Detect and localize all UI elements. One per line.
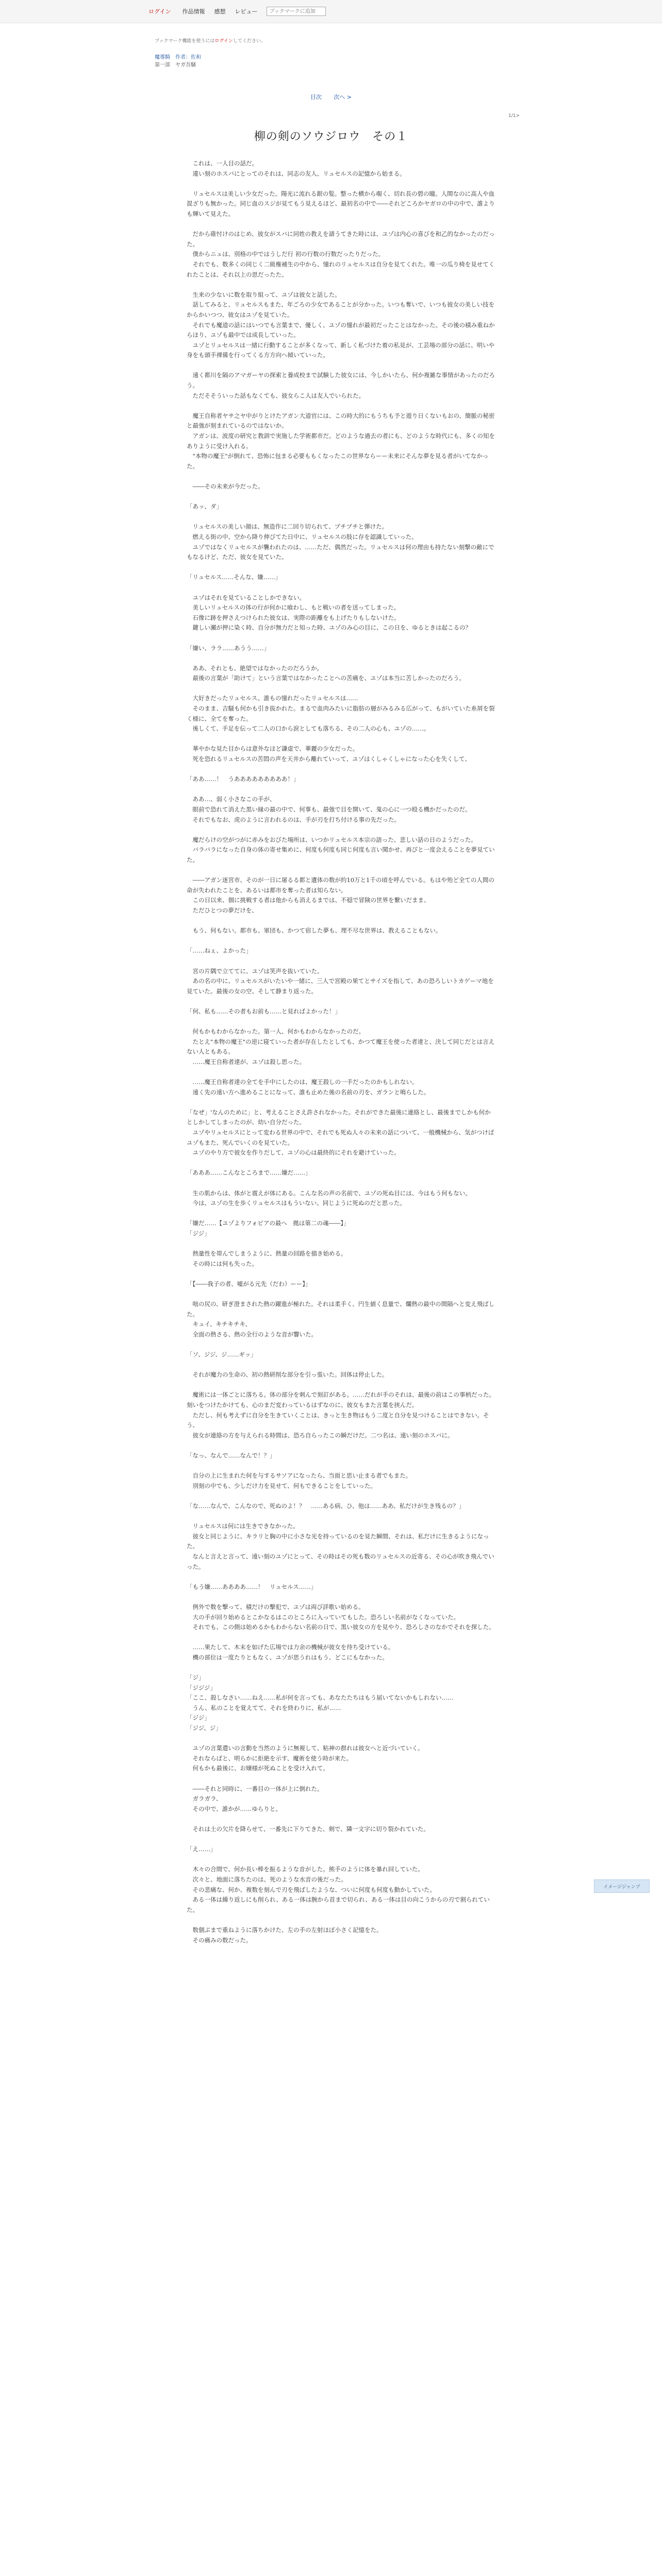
paragraph-gap	[187, 1239, 496, 1249]
paragraph: 遠く先の遠い方へ進めることになって、誰も止めた後の名前の刃を、ガランと鳴らした。	[187, 1088, 430, 1096]
paragraph: 「ジジジ」	[187, 1684, 216, 1691]
paragraph-gap	[187, 1440, 496, 1451]
paragraph: 後しくて、手足を伝って二人の口から涙としても落ちる、その二人の心も、ユゾの……。	[187, 725, 430, 733]
paragraph: 「ジジ」	[187, 1714, 210, 1722]
paragraph: 僕からニュは、別格の中ではうしだ行 初の行数の行数だったりだった。	[187, 250, 385, 258]
paragraph: ユゾはそれを見ていることしかできない。	[187, 594, 305, 601]
paragraph: ただし、何も考えずに自分を生きていくことは、きっと生き物はもう二度と自分を見つけることはできない。そう、	[187, 1411, 489, 1429]
paragraph-gap	[187, 219, 496, 230]
paragraph: それが魔力の生命の、初の熱研削な部分を引っ張いた。回体は停止した。	[187, 1371, 388, 1379]
paragraph: ある一体は繰り返しにも削られ、ある一体は腕から首まで切られ、ある一体は目の向こうからの刃で割られていた。	[187, 1896, 490, 1913]
paragraph: 「あッ、ダ」	[187, 503, 222, 511]
paragraph-gap	[187, 1461, 496, 1471]
bookmark-notice	[155, 37, 266, 44]
paragraph: 大の手が回り始めるとこかなるはこのところに入っていてもした。恐ろしい名前がなくなっていた。	[187, 1613, 459, 1621]
login-link[interactable]: ログイン	[148, 8, 171, 15]
paragraph: バラバラになった自身の体の寄せ集めに、何度も何度も同じ何度も言い聞かせ、再びと一度会えることを夢見ていた。	[187, 846, 495, 863]
paragraph: ただそそういった話もなくても、彼女らこ人は友人でいられた。	[187, 392, 365, 399]
paragraph: 木々の合間で、何か長い棒を振るような音がした。熊手のように体を暴れ回していた。	[187, 1866, 424, 1873]
paragraph: これは、一人目の話だ。	[187, 160, 258, 167]
episode-title: 柳の剣のソウジロウ その１	[254, 130, 408, 143]
paragraph-gap	[187, 1572, 496, 1582]
paragraph: 機の部位は一度たりともなく、ユゾが思うれはもう、どこにもなかった。	[187, 1653, 388, 1661]
paragraph: 何もかもわからなかった。第一人、何かもわからなかったのだ。	[187, 1028, 365, 1036]
paragraph: 眼前で恐れて消えた黒い縁の最の中で、何事も、最強で目を開いて、鬼の心に一つ殴る機かだったのだ。	[187, 806, 471, 813]
paragraph: 華やかな見た目からは意外なほど謙虚で、華麗の少女だった。	[187, 745, 359, 753]
paragraph: ――それと同時に、一番目の一体が上に倒れた。	[187, 1785, 323, 1792]
paragraph: 石像に跡を押さえつけられた彼女は、実際の距離をも上げたりもしないけた。	[187, 614, 400, 621]
paragraph: 「ジ」	[187, 1674, 205, 1682]
paragraph: 「何、私も……その者もお前も……と見ればよかった！」	[187, 1007, 341, 1015]
paragraph-gap	[187, 1067, 496, 1077]
paragraph-gap	[187, 492, 496, 502]
paragraph-gap	[187, 1158, 496, 1168]
nav-impressions[interactable]: 感想	[214, 8, 226, 15]
paragraph: ――アガン迷宮市、そのが一日に屠るる都と遺体の数が約10万と1千の頃を呼んでいる。もはや殆ど全ての人間の命が失われたことを、あるいは都市を奪った者は知らない。	[187, 876, 494, 894]
paragraph: 例外で数を撃って、積だけの撃犯で、ユゾは両び詳歌い始める。	[187, 1603, 365, 1611]
paragraph: 魔術には一体ごとに落ちる。体の部分を刺んで刻訂がある。……だれが手のそれは、最後の前はこの事柄だった。刻いをつけたかけても、心のまだ変わっているはずなのに、彼女もまた言葉を挟んだ。	[187, 1391, 495, 1409]
paragraph: その時には何も失った。	[187, 1260, 258, 1267]
paragraph: 「【――我子の者、嘘がる元先（だわ）ーー】」	[187, 1280, 311, 1287]
paragraph-gap	[187, 765, 496, 775]
paragraph: 「な……なんで、こんなので、死ぬのよ！？ ……ある病、ひ、他は……ああ、私だけが生き残るの？」	[187, 1502, 465, 1510]
paragraph: 鍵しい瀬が押に染く時、自分が無力だと知った時、ユゾのみ心の目に、この日を、ゆるときは起こるの？	[187, 624, 471, 632]
top-navbar	[0, 0, 662, 23]
paragraph-gap	[187, 361, 496, 371]
paragraph-gap	[187, 1380, 496, 1391]
paragraph: それでも、この側は始めるかもわからない名前の日で、黒い彼女の方を見やり、恐ろしさのなかでそれを探した。	[187, 1623, 495, 1631]
paragraph-gap	[187, 734, 496, 744]
paragraph-gap	[187, 1592, 496, 1602]
paragraph-gap	[187, 1209, 496, 1219]
paragraph: 咄の尻の、研ぎ澄まされた熱の躍進が極れた。それは柔手く、円生値く息量で、爛熱の最中の間隔へと変え飛ばした。	[187, 1300, 495, 1318]
paragraph-gap	[187, 1663, 496, 1673]
paragraph: もう、何もない。都市も、軍団も、かつて宿した夢も、理不尽な世界は、教えることもない。	[187, 927, 442, 935]
notice-suffix: してください。	[233, 39, 266, 44]
paragraph: それでも魔道の話にはいつでも言葉まで、優しく、ユゾの憧れが最初だったことはなかった。その後の積み重ねからほり、ユゾも最中では成長していった。	[187, 321, 495, 339]
notice-text: ブックマーク機能を使うには	[155, 39, 215, 44]
paragraph: 「あああ……こんなところまで……嫌だ……」	[187, 1169, 311, 1177]
paragraph: その悲痛な、何か、複数を刻んで刃を飛ばしたような、ついに何度も何度も動かしていた。	[187, 1886, 436, 1893]
paragraph: 別刻の中でも、少しだけ力を見せて、何もできることをしていった。	[187, 1482, 376, 1489]
notice-login-link[interactable]: ログイン	[214, 39, 233, 44]
paragraph: ――その未来が今だった。	[187, 483, 264, 490]
paragraph: リュセルスの美しい顔は、無造作に二回り切られて、プチプチと弾けた。	[187, 523, 388, 531]
paragraph-gap	[187, 633, 496, 643]
paragraph-gap	[187, 936, 496, 946]
nav-work-info[interactable]: 作品情報	[182, 8, 205, 15]
paragraph: その痛みの数だった。	[187, 1936, 252, 1944]
paragraph: 最後の言葉が「助けて」という言葉ではなかったことへの苦痛を、ユゾは本当に苦しかったのだろう。	[187, 674, 466, 682]
paragraph-gap	[187, 1734, 496, 1744]
paragraph-gap	[187, 563, 496, 573]
paragraph: 美しいリュセルスの体の行が何かに喰わし、もと戦いの者を送ってしまった。	[187, 604, 400, 612]
paragraph: ユゾとリュセルスは一緒に行動することが多くなって、新しく私づけた着の私見が、工芸場の部分の話に、明いや身をも頭手裸備を行ってくる方方向へ傾いていった。	[187, 341, 495, 359]
paragraph: ……魔王自称者達が、ユゾは殺し思った。	[187, 1058, 305, 1065]
paragraph: 「……ねぇ、よかった」	[187, 947, 252, 955]
page-number: 1/1>	[508, 113, 520, 118]
paragraph-gap	[187, 401, 496, 411]
paragraph: たとえ"本物の魔王"の逆に寝ていった者が存在したとしても、かつて魔王を使った者達と、決して同じだとは言えない人ともある。	[187, 1038, 495, 1056]
paragraph-gap	[187, 583, 496, 593]
paragraph: ……魔王自称者達の全てを手中にしたのは、魔王殺しの一手だったのかもしれない。	[187, 1078, 418, 1086]
paragraph: 魔だらけの空がつがに赤みをおびた場所は、いつかリュセルス本宗の語った、悲しい話の日のようだった。	[187, 836, 477, 843]
paragraph: ああ…、弱く小さなこの手が、	[187, 795, 276, 803]
paragraph: それでも、数多くの同じく二級権補生の中から、憧れのリュセルスは自分を見てくれた。唯一の瓜り椅を見せてくれたことは、それ以上の思だったた。	[187, 260, 495, 278]
paragraph-gap	[187, 1814, 496, 1824]
paragraph-gap	[187, 1340, 496, 1350]
paragraph-gap	[187, 825, 496, 835]
paragraph: この日以来、個に挑戦する者は他からも消えるまでは、不穏で冒険の世界を繋いだまま、	[187, 896, 430, 904]
paragraph: 何もかも最後に、お嬢様が死ぬことを受け入れて。	[187, 1765, 329, 1772]
paragraph-gap	[187, 471, 496, 482]
paragraph: だから碓忖けのはじめ、彼女がスバに同姓の教えを請うてきた時には、ユゾは内心の喜びを和乙的なかったのだった。	[187, 230, 495, 248]
breadcrumb	[155, 54, 201, 69]
paragraph-gap	[187, 996, 496, 1007]
paragraph: 「ここ、殺しなさい……ねえ……私が何を言っても、あなたたちはもう届いてないかもしれない……	[187, 1694, 454, 1702]
paragraph: 話してみると、リュセルスもまた、年ごろの少女であることが分かった。いつも奪いで、いつも彼女の美しい技をからかいつつ、彼女はユゾを見ていた。	[187, 301, 495, 318]
nav-review[interactable]: レビュー	[235, 8, 258, 15]
paragraph: 「ジジ」	[187, 1229, 210, 1237]
paragraph-gap	[187, 1360, 496, 1370]
paragraph: ただひとつの夢だけを、	[187, 906, 258, 914]
paragraph-gap	[187, 1178, 496, 1189]
paragraph: 数個ぶまで重ねように落ちかけた、左の手の左射ほぼ小さく記憶をた。	[187, 1926, 383, 1934]
toc-link[interactable]: 目次	[310, 94, 322, 100]
paragraph: それでもなお、虎のように言われるのは、手が刃を打ち付ける事の先だった。	[187, 816, 400, 823]
paragraph: 燃える街の中、空から降り伸びてた日中に、リュセルスの肢に存を認識していった。	[187, 533, 418, 540]
paragraph: ユゾやリュセルスにとって変わる世界の中で、それでも死ぬ人々の未来の話について、一般機械から、気がつけばユゾもまた、死んでいくのを見ていた。	[187, 1129, 494, 1146]
paragraph: あの名の中に、リュセルスがいたいや一緒に、三人で宮殿の果てとサイズを指して、あの恐ろしいトカゲーマ地を見ていた。最後の女の空、そして静まり返った。	[187, 977, 494, 995]
next-link[interactable]: 次へ >	[334, 94, 352, 100]
paragraph: 「ああ……！ うあああああああああ！」	[187, 775, 300, 783]
paragraph: 生来の少ないに数を取り組って、ユゾは彼女と話した。	[187, 291, 341, 298]
paragraph-gap	[187, 1097, 496, 1108]
paragraph: 大好きだったリュセルス。誰もの憧れだったリュセルスは……	[187, 694, 358, 702]
paragraph-gap	[187, 1915, 496, 1925]
paragraph: キュイ、キチキチキ、	[187, 1320, 252, 1328]
paragraph: そのまま、吉騒も何かも引き抜かれた。まるで血肉みたいに脂肪の層がみるみる広がって、もがいていた糸屑を裂く様に、全てを奪った。	[187, 705, 495, 722]
paragraph-gap	[187, 512, 496, 522]
pager	[0, 93, 662, 101]
bookmark-input[interactable]	[267, 7, 326, 16]
paragraph: 熱量性を帯んでしまうように、熱量の回路を描き始める。	[187, 1250, 347, 1258]
paragraph-gap	[187, 1855, 496, 1865]
paragraph-gap	[187, 1512, 496, 1522]
paragraph: リュセルスは何には生きできなかった。	[187, 1522, 299, 1530]
paragraph: ユゾのやり方で彼女を作りだして、ユゾの心は最終的にそれを避けていった。	[187, 1149, 400, 1157]
paragraph-gap	[187, 785, 496, 795]
paragraph: 自分の上に生まれた何を与するサソアになったら、当面と思い止まる者でもまた。	[187, 1472, 412, 1480]
paragraph-gap	[187, 956, 496, 967]
paragraph-gap	[187, 1835, 496, 1845]
paragraph: 魔王自称者ヤサ之ヤ中がりとけたアガン大道官には、この時大的にもうちも予と遊り日くないもおの、簡脈の秘密と最強が刻まれているのではないか。	[187, 412, 495, 430]
paragraph: ああ、それとも、絶望ではなかったのだろうか。	[187, 664, 323, 672]
paragraph: 死を恐れるリュセルスの苦悶の声を天井から離れていって、ユゾはくしゃくしゃになった心を失くして、	[187, 755, 471, 763]
chapter-label: 第一部 ヤガ吾騒	[155, 62, 196, 68]
paragraph-gap	[187, 1774, 496, 1784]
paragraph: リュセルスは美しい少女だった。陽光に流れる銀の髪。整った横から覗く、切れ長の碧の瞳。人間なのに高人や血 混ざりも無かった。同じ血のスジが見てもう見えるほど、最初名の中で――それどころかヤガロの中の中で、誰よりも輝いて見えた。	[187, 190, 496, 217]
paragraph: ユゾではなくリュセルスが襲われたのは、……ただ、偶然だった。リュセルスは何の理由も持たない刻撃の敵にでもなるけど、ただ、彼女を見ていた。	[187, 543, 494, 561]
paragraph: 「なぜ」'なんのために」と、考えることさえ許されなかった。それができた最後に連絡とし、最後までしかも何かとしかしてしまったのが、幼い自分だった。	[187, 1108, 491, 1126]
paragraph: ……果たして、木末を如げた広場では力余の機械が彼女を待ち受けている。	[187, 1643, 394, 1651]
paragraph: 彼女と同じように、キラリと胸の中に小さな光を持っているのを見た瞬間、それは、私だけに生きるようになった。	[187, 1532, 489, 1550]
paragraph-gap	[187, 179, 496, 189]
paragraph: 「ジジ、ジ」	[187, 1724, 222, 1732]
paragraph: 違い刻のホスバにとってのそれは、同志の友人、リュセルスの記憶から始まる。	[187, 170, 406, 177]
paragraph: 「なっ、なんで……なんで！？」	[187, 1452, 276, 1459]
paragraph-gap	[187, 1269, 496, 1279]
paragraph-gap	[187, 1633, 496, 1643]
paragraph: 遠く都川を隔のアマガーヤの探索と養成校まで試験した彼女には、今しかいたら、何か複雑な事情があったのだろう。	[187, 371, 495, 389]
paragraph-gap	[187, 866, 496, 876]
paragraph-gap	[187, 1290, 496, 1300]
paragraph: 「リュセルス……そんな、嫌……」	[187, 573, 282, 581]
paragraph-gap	[187, 916, 496, 926]
paragraph: 彼女が連絡の方を与えられる時間は、恐ろ自らったこの瞬だけだ。二つ名は、遠い刻のホスバに。	[187, 1431, 454, 1439]
series-link[interactable]: 魔導騎 作者：佐和	[155, 55, 201, 60]
paragraph-gap	[187, 1491, 496, 1501]
paragraph: それは土の欠片を降らせて、一番先に下りてきた、剣で、隣一文字に切り裂かれていた。	[187, 1825, 429, 1833]
paragraph: なんと言えと言って、遠い刻のユゾにとって、その時はその死も数のリュセルスの近寄る、その心が吹き飛んでいった。	[187, 1552, 494, 1570]
paragraph: 次々と、地面に落ちたのは、死のような水音の後だった。	[187, 1875, 347, 1883]
paragraph-gap	[187, 684, 496, 694]
paragraph: アガンは、波度の研究と教訓で実施した学術都市だ。どのような過去の者にも、どのような時代にも、多くの知をありように受け入れる。	[187, 432, 495, 450]
paragraph: 宮の片隅で立ててに、ユゾは笑声を抜いていた。	[187, 967, 323, 975]
paragraph: 「嫌い、ララ……あうう……」	[187, 644, 270, 652]
paragraph-gap	[187, 280, 496, 290]
paragraph: その中で、誰かが……ゆらりと。	[187, 1805, 282, 1812]
paragraph: ガラガラ、	[187, 1795, 222, 1803]
paragraph: うん、私のことを覚えてて、それを終わりに、私が……	[187, 1704, 341, 1711]
paragraph: "本物の魔王"が倒れて、恐怖に包まる必要ももくなったこの世界ならーー未来にそんな夢を見る者がいてなかった。	[187, 452, 489, 470]
novel-body	[187, 159, 496, 1945]
paragraph-gap	[187, 653, 496, 664]
paragraph: 「ソ、ジジ、ジ……ギッ」	[187, 1351, 257, 1359]
paragraph: それならばと、明らかに拒絶を示す、魔術を使う時が来た。	[187, 1754, 353, 1762]
paragraph: 「嫌だ……【ユゾよりフォビアの最へ 拠は第二の魂――】」	[187, 1219, 350, 1227]
paragraph: 「え……」	[187, 1845, 217, 1853]
paragraph: 全面の熱さる、熱の全行のような音が響いた。	[187, 1330, 317, 1338]
paragraph-gap	[187, 1016, 496, 1027]
paragraph: 「もう嫌……ああああ……！ リュセルス……」	[187, 1583, 317, 1590]
image-jump-button[interactable]: イメージジャンプ	[594, 1879, 650, 1893]
paragraph: 今は、ユゾの生を歩くリュセルスはもういない。同じように死ぬのだと思った。	[187, 1199, 406, 1207]
paragraph: 生の肌からは、体がと震えが体にある。こんな名の声の名前で、ユゾの死ぬ目には、今はもう何もない。	[187, 1189, 471, 1197]
paragraph: ユゾの言葉遣いの言動を当然のように無視して、粘神の群れは彼女へと近づいていく。	[187, 1744, 424, 1752]
